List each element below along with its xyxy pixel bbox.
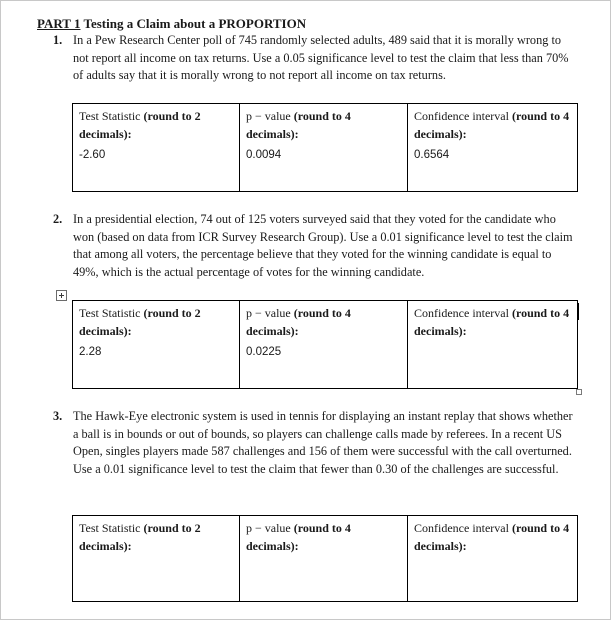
part-heading <box>37 16 306 32</box>
p-value-rounding: (round to 4 decimals): <box>246 306 351 338</box>
problem-text[interactable]: In a presidential election, 74 out of 125 voters surveyed said that they voted for the candidate who won (based on data from ICR Survey Research Group). Use a 0.01 significance level to test the claim that among all voters, the percentage believe that they voted for the winning candidate is equal to 49%, which is the actual percentage of votes for the winning candidate. <box>73 212 573 279</box>
test-statistic-label: Test Statistic <box>79 306 144 320</box>
problem-text[interactable]: In a Pew Research Center poll of 745 randomly selected adults, 489 said that it is morally wrong to not report all income on tax returns. Use a 0.05 significance level to test the claim that less than 70% of adults say that it is morally wrong to not report all income on tax returns. <box>73 33 569 82</box>
problem-number: 3. <box>53 409 63 423</box>
test-statistic-rounding: (round to 2 decimals): <box>79 521 201 553</box>
test-statistic-value[interactable]: 2.28 <box>79 346 102 358</box>
problem-3 <box>53 408 578 478</box>
answer-table-2 <box>72 300 578 389</box>
p-value-cell[interactable] <box>240 516 408 602</box>
confidence-interval-rounding: (round to 4 decimals): <box>414 306 570 338</box>
confidence-interval-rounding: (round to 4 decimals): <box>414 521 570 553</box>
test-statistic-label: Test Statistic <box>79 109 144 123</box>
p-value-label: p − value <box>246 521 294 535</box>
test-statistic-rounding: (round to 2 decimals): <box>79 109 201 141</box>
test-statistic-rounding: (round to 2 decimals): <box>79 306 201 338</box>
problem-number: 1. <box>53 33 63 47</box>
text-cursor <box>578 303 579 320</box>
answer-table-3 <box>72 515 578 602</box>
confidence-interval-cell[interactable] <box>408 104 578 192</box>
confidence-interval-rounding: (round to 4 decimals): <box>414 109 570 141</box>
table-resize-handle[interactable] <box>576 389 582 395</box>
test-statistic-cell[interactable] <box>73 516 240 602</box>
table-move-handle-icon[interactable] <box>56 290 67 301</box>
problem-2 <box>53 211 578 281</box>
p-value-label: p − value <box>246 306 294 320</box>
problem-1 <box>53 32 578 85</box>
p-value-rounding: (round to 4 decimals): <box>246 521 351 553</box>
p-value-label: p − value <box>246 109 294 123</box>
p-value-cell[interactable] <box>240 104 408 192</box>
test-statistic-label: Test Statistic <box>79 521 144 535</box>
confidence-interval-label: Confidence interval <box>414 306 512 320</box>
test-statistic-value[interactable]: -2.60 <box>79 149 106 161</box>
part-title: Testing a Claim about a PROPORTION <box>83 16 307 31</box>
test-statistic-cell[interactable] <box>73 301 240 389</box>
problem-text[interactable]: The Hawk-Eye electronic system is used in tennis for displaying an instant replay that shows whether a ball is in bounds or out of bounds, so players can challenge calls made by referees. In a recent US Open, singles players made 587 challenges and 156 of them were successful with the call overturned. Use a 0.01 significance level to test the claim that fewer than 0.30 of the challenges are successful. <box>73 409 573 476</box>
p-value-cell[interactable] <box>240 301 408 389</box>
confidence-interval-label: Confidence interval <box>414 109 512 123</box>
confidence-interval-value[interactable]: 0.6564 <box>414 149 450 161</box>
confidence-interval-cell[interactable] <box>408 516 578 602</box>
answer-table-1 <box>72 103 578 192</box>
p-value-value[interactable]: 0.0225 <box>246 346 282 358</box>
p-value-value[interactable]: 0.0094 <box>246 149 282 161</box>
problem-number: 2. <box>53 212 63 226</box>
p-value-rounding: (round to 4 decimals): <box>246 109 351 141</box>
test-statistic-cell[interactable] <box>73 104 240 192</box>
confidence-interval-cell[interactable] <box>408 301 578 389</box>
confidence-interval-label: Confidence interval <box>414 521 512 535</box>
part-label: PART 1 <box>37 16 81 31</box>
